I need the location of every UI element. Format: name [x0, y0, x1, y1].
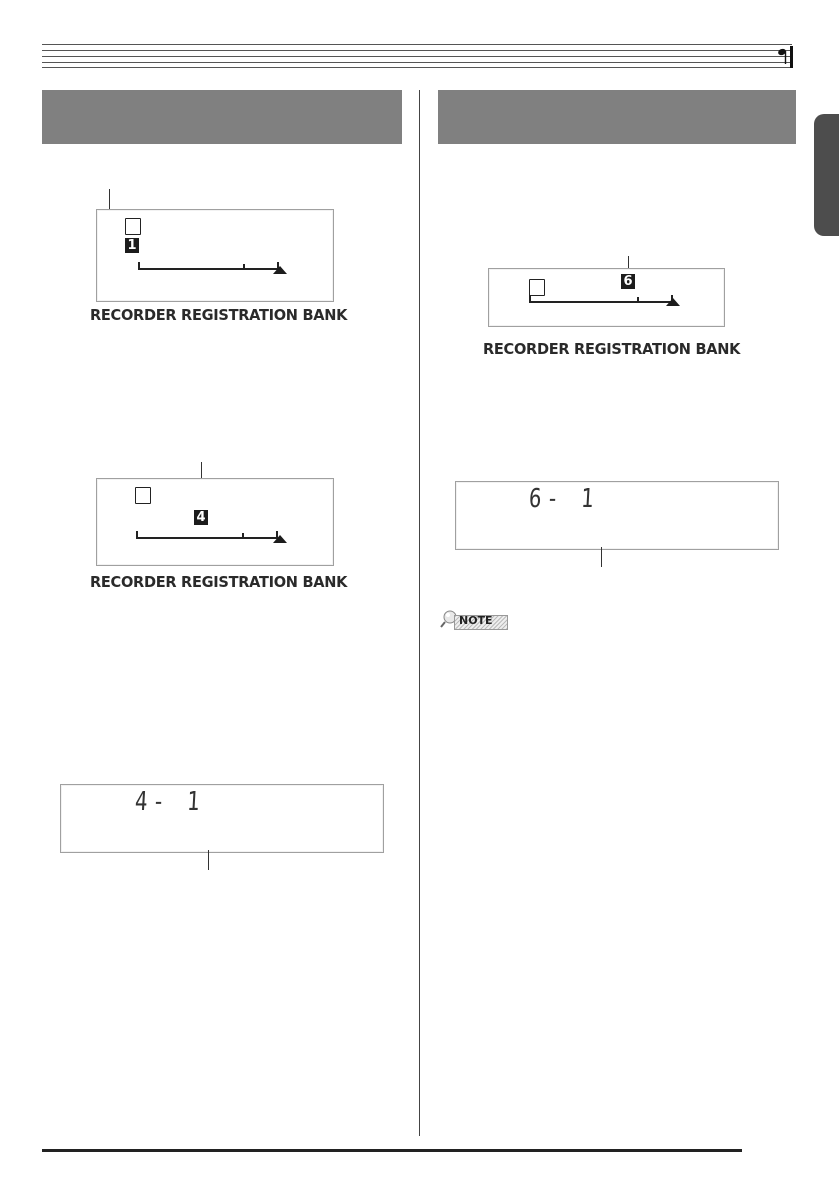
bank-number-badge: 4 — [194, 510, 208, 525]
note-badge — [440, 610, 508, 628]
lcd-indicator-square — [135, 487, 151, 504]
panel-caption: RECORDER REGISTRATION BANK — [483, 340, 741, 358]
footer-rule — [42, 1149, 742, 1152]
pointer-triangle-icon — [666, 298, 680, 306]
bank-number-badge: 6 — [621, 274, 635, 289]
lcd-indicator-square — [529, 279, 545, 296]
bank-number-badge: 1 — [125, 238, 139, 253]
segment-display-value: 4- 1 — [134, 787, 206, 817]
lcd-display — [488, 268, 725, 327]
segment-display — [455, 481, 779, 550]
segment-display — [60, 784, 384, 853]
lcd-level-bar — [529, 295, 673, 303]
pointer-triangle-icon — [273, 266, 287, 274]
side-tab — [814, 114, 839, 236]
lcd-display — [96, 209, 334, 302]
pointer-triangle-icon — [273, 535, 287, 543]
lcd-level-bar — [138, 262, 279, 270]
right-section-banner — [438, 90, 796, 144]
note-label: NOTE — [459, 614, 493, 627]
lcd-indicator-square — [125, 218, 141, 235]
left-section-banner — [42, 90, 402, 144]
callout-line — [208, 850, 209, 870]
lcd-display — [96, 478, 334, 566]
callout-line — [601, 547, 602, 567]
header-staff — [42, 44, 792, 68]
segment-display-value: 6- 1 — [528, 484, 600, 514]
panel-caption: RECORDER REGISTRATION BANK — [90, 306, 348, 324]
lcd-level-bar — [136, 531, 278, 539]
music-note-icon — [774, 46, 794, 68]
column-divider — [419, 90, 420, 1136]
panel-caption: RECORDER REGISTRATION BANK — [90, 573, 348, 591]
